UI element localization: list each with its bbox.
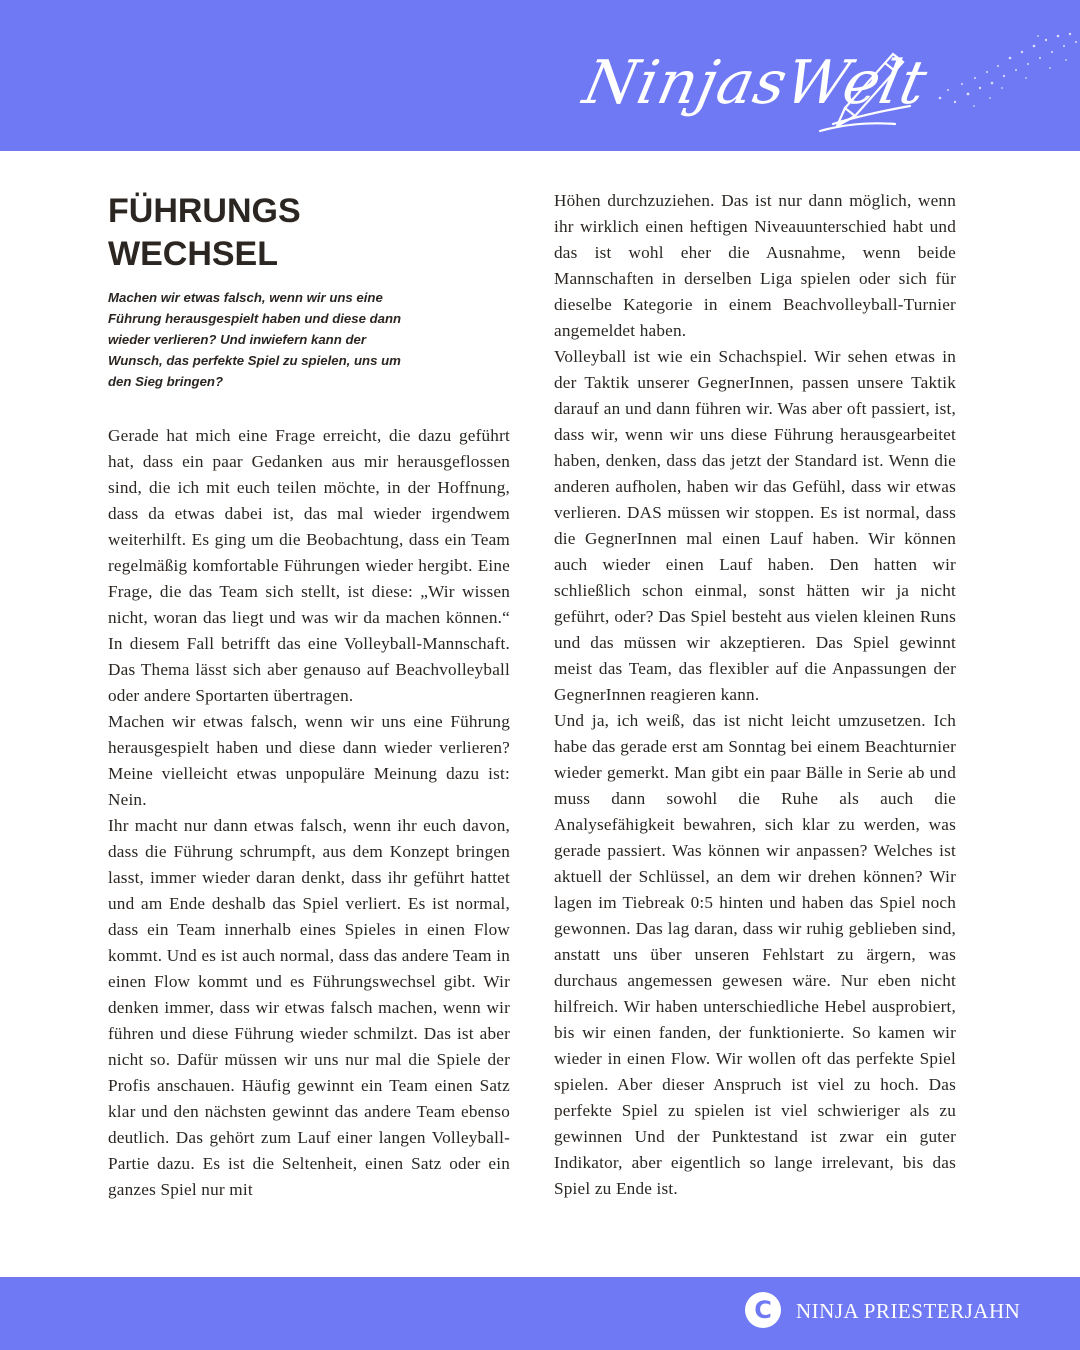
- title-line-1: FÜHRUNGS: [108, 192, 301, 230]
- article-lead: Machen wir etwas falsch, wenn wir uns eine Führung herausgespielt haben und diese dann wieder verlieren? Und inwiefern kann der Wunsch, das perfekte Spiel zu spielen, uns um den Sieg bringen?: [108, 290, 402, 389]
- article-title: [108, 190, 508, 276]
- author-name: NINJA PRIESTERJAHN: [796, 1299, 1021, 1323]
- paragraph: Ihr macht nur dann etwas falsch, wenn ihr euch davon, dass die Führung schrumpft, aus dem Konzept bringen lasst, immer wieder daran denkt, dass ihr geführt hattet und am Ende deshalb das Spiel verliert. Es ist normal, dass ein Team innerhalb eines Spieles in einen Flow kommt. Und es ist auch normal, dass das andere Team in einen Flow kommt und es Führungswechsel gibt. Wir denken immer, dass wir etwas falsch machen, wenn wir führen und diese Führung wieder schmilzt. Das ist aber nicht so. Dafür müssen wir uns nur mal die Spiele der Profis anschauen. Häufig gewinnt ein Team einen Satz klar und den nächsten gewinnt das andere Team ebenso deutlich. Das gehört zum Lauf einer langen Volleyball-Partie dazu. Es ist die Seltenheit, einen Satz oder ein ganzes Spiel nur mit: [108, 816, 510, 1199]
- paragraph: Machen wir etwas falsch, wenn wir uns eine Führung herausgespielt haben und diese dann wieder verlieren? Meine vielleicht etwas unpopuläre Meinung dazu ist: Nein.: [108, 712, 510, 809]
- fountain-pen-icon: [815, 36, 915, 136]
- paragraph: Volleyball ist wie ein Schachspiel. Wir sehen etwas in der Taktik unserer GegnerInnen, passen unsere Taktik darauf an und dann führen wir. Was aber oft passiert, ist, dass wir, wenn wir uns diese Führung herausgearbeitet haben, denken, dass das jetzt der Standard ist. Wenn die anderen aufholen, haben wir das Gefühl, dass wir etwas verlieren. DAS müssen wir stoppen. Es ist normal, dass die GegnerInnen mal einen Lauf haben. Wir können auch wieder einen Lauf haben. Den hatten wir schließlich schon einmal, sonst hätten wir ja nicht geführt, oder? Das Spiel besteht aus vielen kleinen Runs und das müssen wir akzeptieren. Das Spiel gewinnt meist das Team, das flexibler auf die Anpassungen der GegnerInnen reagieren kann.: [554, 347, 956, 704]
- title-line-2: WECHSEL: [108, 235, 278, 273]
- logo-text: NinjasWelt: [577, 48, 934, 118]
- right-text-column: [554, 188, 956, 1202]
- brand-logo: [575, 40, 934, 140]
- sparkle-dots-decoration: [930, 28, 1080, 118]
- paragraph: Und ja, ich weiß, das ist nicht leicht umzusetzen. Ich habe das gerade erst am Sonntag bei einem Beachturnier wieder gemerkt. Man gibt ein paar Bälle in Serie ab und muss dann sowohl die Ruhe als auch die Analysefähigkeit bewahren, sich klar zu werden, was gerade passiert. Was können wir anpassen? Welches ist aktuell der Schlüssel, an dem wir drehen können? Wir lagen im Tiebreak 0:5 hinten und haben das Spiel noch gewonnen. Das lag daran, dass wir ruhig geblieben sind, anstatt uns über unseren Fehlstart zu ärgern, was durchaus angemessen gewesen wäre. Nur eben nicht hilfreich. Wir haben unterschiedliche Hebel ausprobiert, bis wir einen fanden, der funktionierte. So kamen wir wieder in einen Flow. Wir wollen oft das perfekte Spiel spielen. Aber dieser Anspruch ist viel zu hoch. Das perfekte Spiel zu spielen ist viel schwieriger als zu gewinnen Und der Punktestand ist zwar ein guter Indikator, aber eigentlich so lange irrelevant, bis das Spiel zu Ende ist.: [554, 711, 956, 1198]
- paragraph: Höhen durchzuziehen. Das ist nur dann möglich, wenn ihr wirklich einen heftigen Niveauunterschied habt und das ist wohl eher die Ausnahme, wenn beide Mannschaften in derselben Liga spielen oder sich für dieselbe Kategorie in einem Beachvolleyball-Turnier angemeldet haben.: [554, 191, 956, 340]
- copyright-icon: C: [745, 1292, 781, 1328]
- paragraph: Gerade hat mich eine Frage erreicht, die dazu geführt hat, dass ein paar Gedanken aus mir herausgeflossen sind, die ich mit euch teilen möchte, in der Hoffnung, dass da etwas dabei ist, das mal wieder irgendwem weiterhilft. Es ging um die Beobachtung, dass ein Team regelmäßig komfortable Führungen wieder hergibt. Eine Frage, die das Team sich stellt, ist diese: „Wir wissen nicht, woran das liegt und was wir da machen können.“ In diesem Fall betrifft das eine Volleyball-Mannschaft. Das Thema lässt sich aber genauso auf Beachvolleyball oder andere Sportarten übertragen.: [108, 426, 510, 705]
- left-text-column: [108, 423, 510, 1203]
